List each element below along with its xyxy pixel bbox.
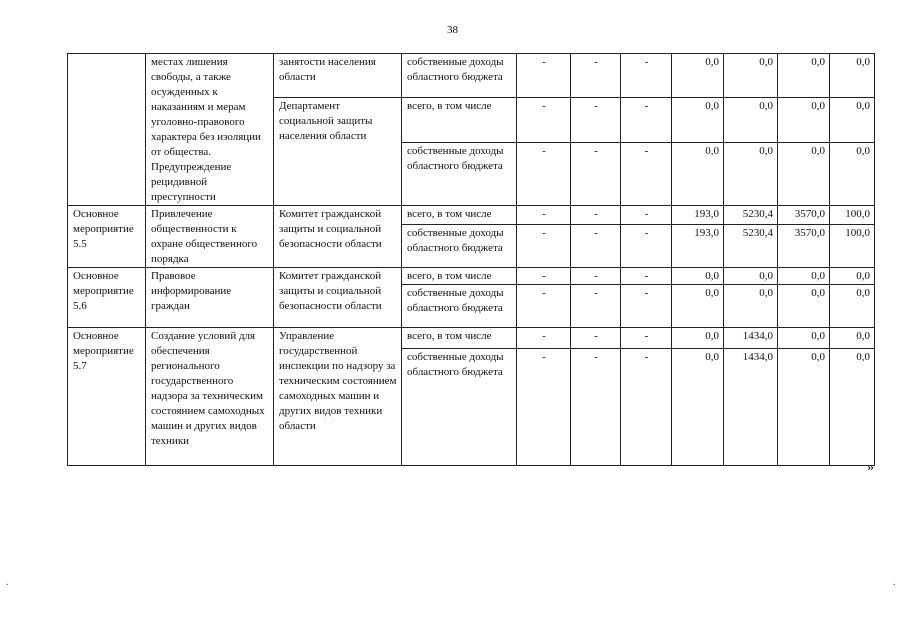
dash-cell: - — [621, 224, 672, 267]
dash-cell: - — [621, 54, 672, 98]
table-cell: Комитет гражданской защиты и социальной безопасности области — [274, 268, 402, 328]
dash-cell: - — [571, 285, 621, 328]
value-cell: 5230,4 — [724, 224, 778, 267]
table-row — [68, 54, 875, 98]
dash-cell: - — [571, 268, 621, 285]
dash-cell: - — [517, 224, 571, 267]
value-cell: 100,0 — [830, 224, 875, 267]
value-cell: 0,0 — [672, 285, 724, 328]
value-cell: 193,0 — [672, 206, 724, 225]
dash-cell: - — [517, 328, 571, 349]
dash-cell: - — [517, 349, 571, 466]
dash-cell: - — [571, 328, 621, 349]
dash-cell: - — [621, 268, 672, 285]
value-cell: 0,0 — [830, 349, 875, 466]
value-cell: 0,0 — [724, 268, 778, 285]
table-cell: местах лишения свободы, а также осужденных к наказаниям и мерам уголовно-правового характера без изоляции от общества. Предупреждение рецидивной преступности — [146, 54, 274, 206]
dash-cell: - — [621, 143, 672, 206]
table-row — [68, 268, 875, 285]
table-body — [68, 54, 875, 466]
table-cell: собственные доходы областного бюджета — [402, 143, 517, 206]
dash-cell: - — [621, 98, 672, 143]
value-cell: 0,0 — [672, 143, 724, 206]
dash-cell: - — [621, 328, 672, 349]
table-cell: Основное мероприятие 5.5 — [68, 206, 146, 268]
table-cell: Создание условий для обеспечения регионального государственного надзора за техническим состоянием самоходных машин и других видов техники — [146, 328, 274, 466]
value-cell: 3570,0 — [778, 206, 830, 225]
table-cell: собственные доходы областного бюджета — [402, 224, 517, 267]
value-cell: 0,0 — [830, 285, 875, 328]
table-cell: занятости населения области — [274, 54, 402, 98]
table-row — [68, 206, 875, 225]
value-cell: 0,0 — [778, 349, 830, 466]
table-cell: всего, в том числе — [402, 328, 517, 349]
value-cell: 0,0 — [778, 143, 830, 206]
table-row — [68, 328, 875, 349]
table-cell: Департамент социальной защиты населения области — [274, 98, 402, 206]
value-cell: 0,0 — [830, 328, 875, 349]
dash-cell: - — [571, 143, 621, 206]
dash-cell: - — [571, 54, 621, 98]
value-cell: 0,0 — [778, 285, 830, 328]
value-cell: 193,0 — [672, 224, 724, 267]
table-cell — [68, 54, 146, 206]
table-cell: Комитет гражданской защиты и социальной безопасности области — [274, 206, 402, 268]
dash-cell: - — [621, 349, 672, 466]
table-cell: Привлечение общественности к охране общественного порядка — [146, 206, 274, 268]
table-cell: Управление государственной инспекции по надзору за техническим состоянием самоходных машин и других видов техники области — [274, 328, 402, 466]
value-cell: 0,0 — [724, 285, 778, 328]
table-cell: Основное мероприятие 5.6 — [68, 268, 146, 328]
table-cell: всего, в том числе — [402, 206, 517, 225]
value-cell: 0,0 — [778, 54, 830, 98]
dash-cell: - — [571, 349, 621, 466]
table-cell: всего, в том числе — [402, 98, 517, 143]
page-number: 38 — [447, 24, 458, 36]
value-cell: 1434,0 — [724, 349, 778, 466]
value-cell: 0,0 — [672, 349, 724, 466]
dash-cell: - — [621, 206, 672, 225]
dash-cell: - — [517, 268, 571, 285]
dash-cell: - — [517, 143, 571, 206]
value-cell: 0,0 — [672, 268, 724, 285]
value-cell: 0,0 — [830, 98, 875, 143]
table-cell: Правовое информирование граждан — [146, 268, 274, 328]
dash-cell: - — [571, 98, 621, 143]
value-cell: 0,0 — [724, 98, 778, 143]
dash-cell: - — [517, 54, 571, 98]
value-cell: 0,0 — [672, 328, 724, 349]
value-cell: 0,0 — [778, 328, 830, 349]
value-cell: 0,0 — [672, 54, 724, 98]
table-cell: всего, в том числе — [402, 268, 517, 285]
dash-cell: - — [571, 206, 621, 225]
value-cell: 1434,0 — [724, 328, 778, 349]
table-cell: Основное мероприятие 5.7 — [68, 328, 146, 466]
value-cell: 5230,4 — [724, 206, 778, 225]
value-cell: 0,0 — [830, 54, 875, 98]
table-cell: собственные доходы областного бюджета — [402, 349, 517, 466]
closing-quote: » — [867, 460, 874, 475]
dash-cell: - — [571, 224, 621, 267]
dash-cell: - — [621, 285, 672, 328]
value-cell: 0,0 — [778, 98, 830, 143]
table-cell: собственные доходы областного бюджета — [402, 285, 517, 328]
dash-cell: - — [517, 98, 571, 143]
value-cell: 0,0 — [724, 54, 778, 98]
margin-mark-left: . — [6, 577, 9, 588]
dash-cell: - — [517, 285, 571, 328]
margin-mark-right: . — [893, 577, 896, 588]
value-cell: 0,0 — [830, 143, 875, 206]
value-cell: 0,0 — [672, 98, 724, 143]
value-cell: 0,0 — [778, 268, 830, 285]
table-cell: собственные доходы областного бюджета — [402, 54, 517, 98]
value-cell: 100,0 — [830, 206, 875, 225]
budget-table — [67, 53, 875, 466]
value-cell: 0,0 — [724, 143, 778, 206]
value-cell: 3570,0 — [778, 224, 830, 267]
value-cell: 0,0 — [830, 268, 875, 285]
dash-cell: - — [517, 206, 571, 225]
